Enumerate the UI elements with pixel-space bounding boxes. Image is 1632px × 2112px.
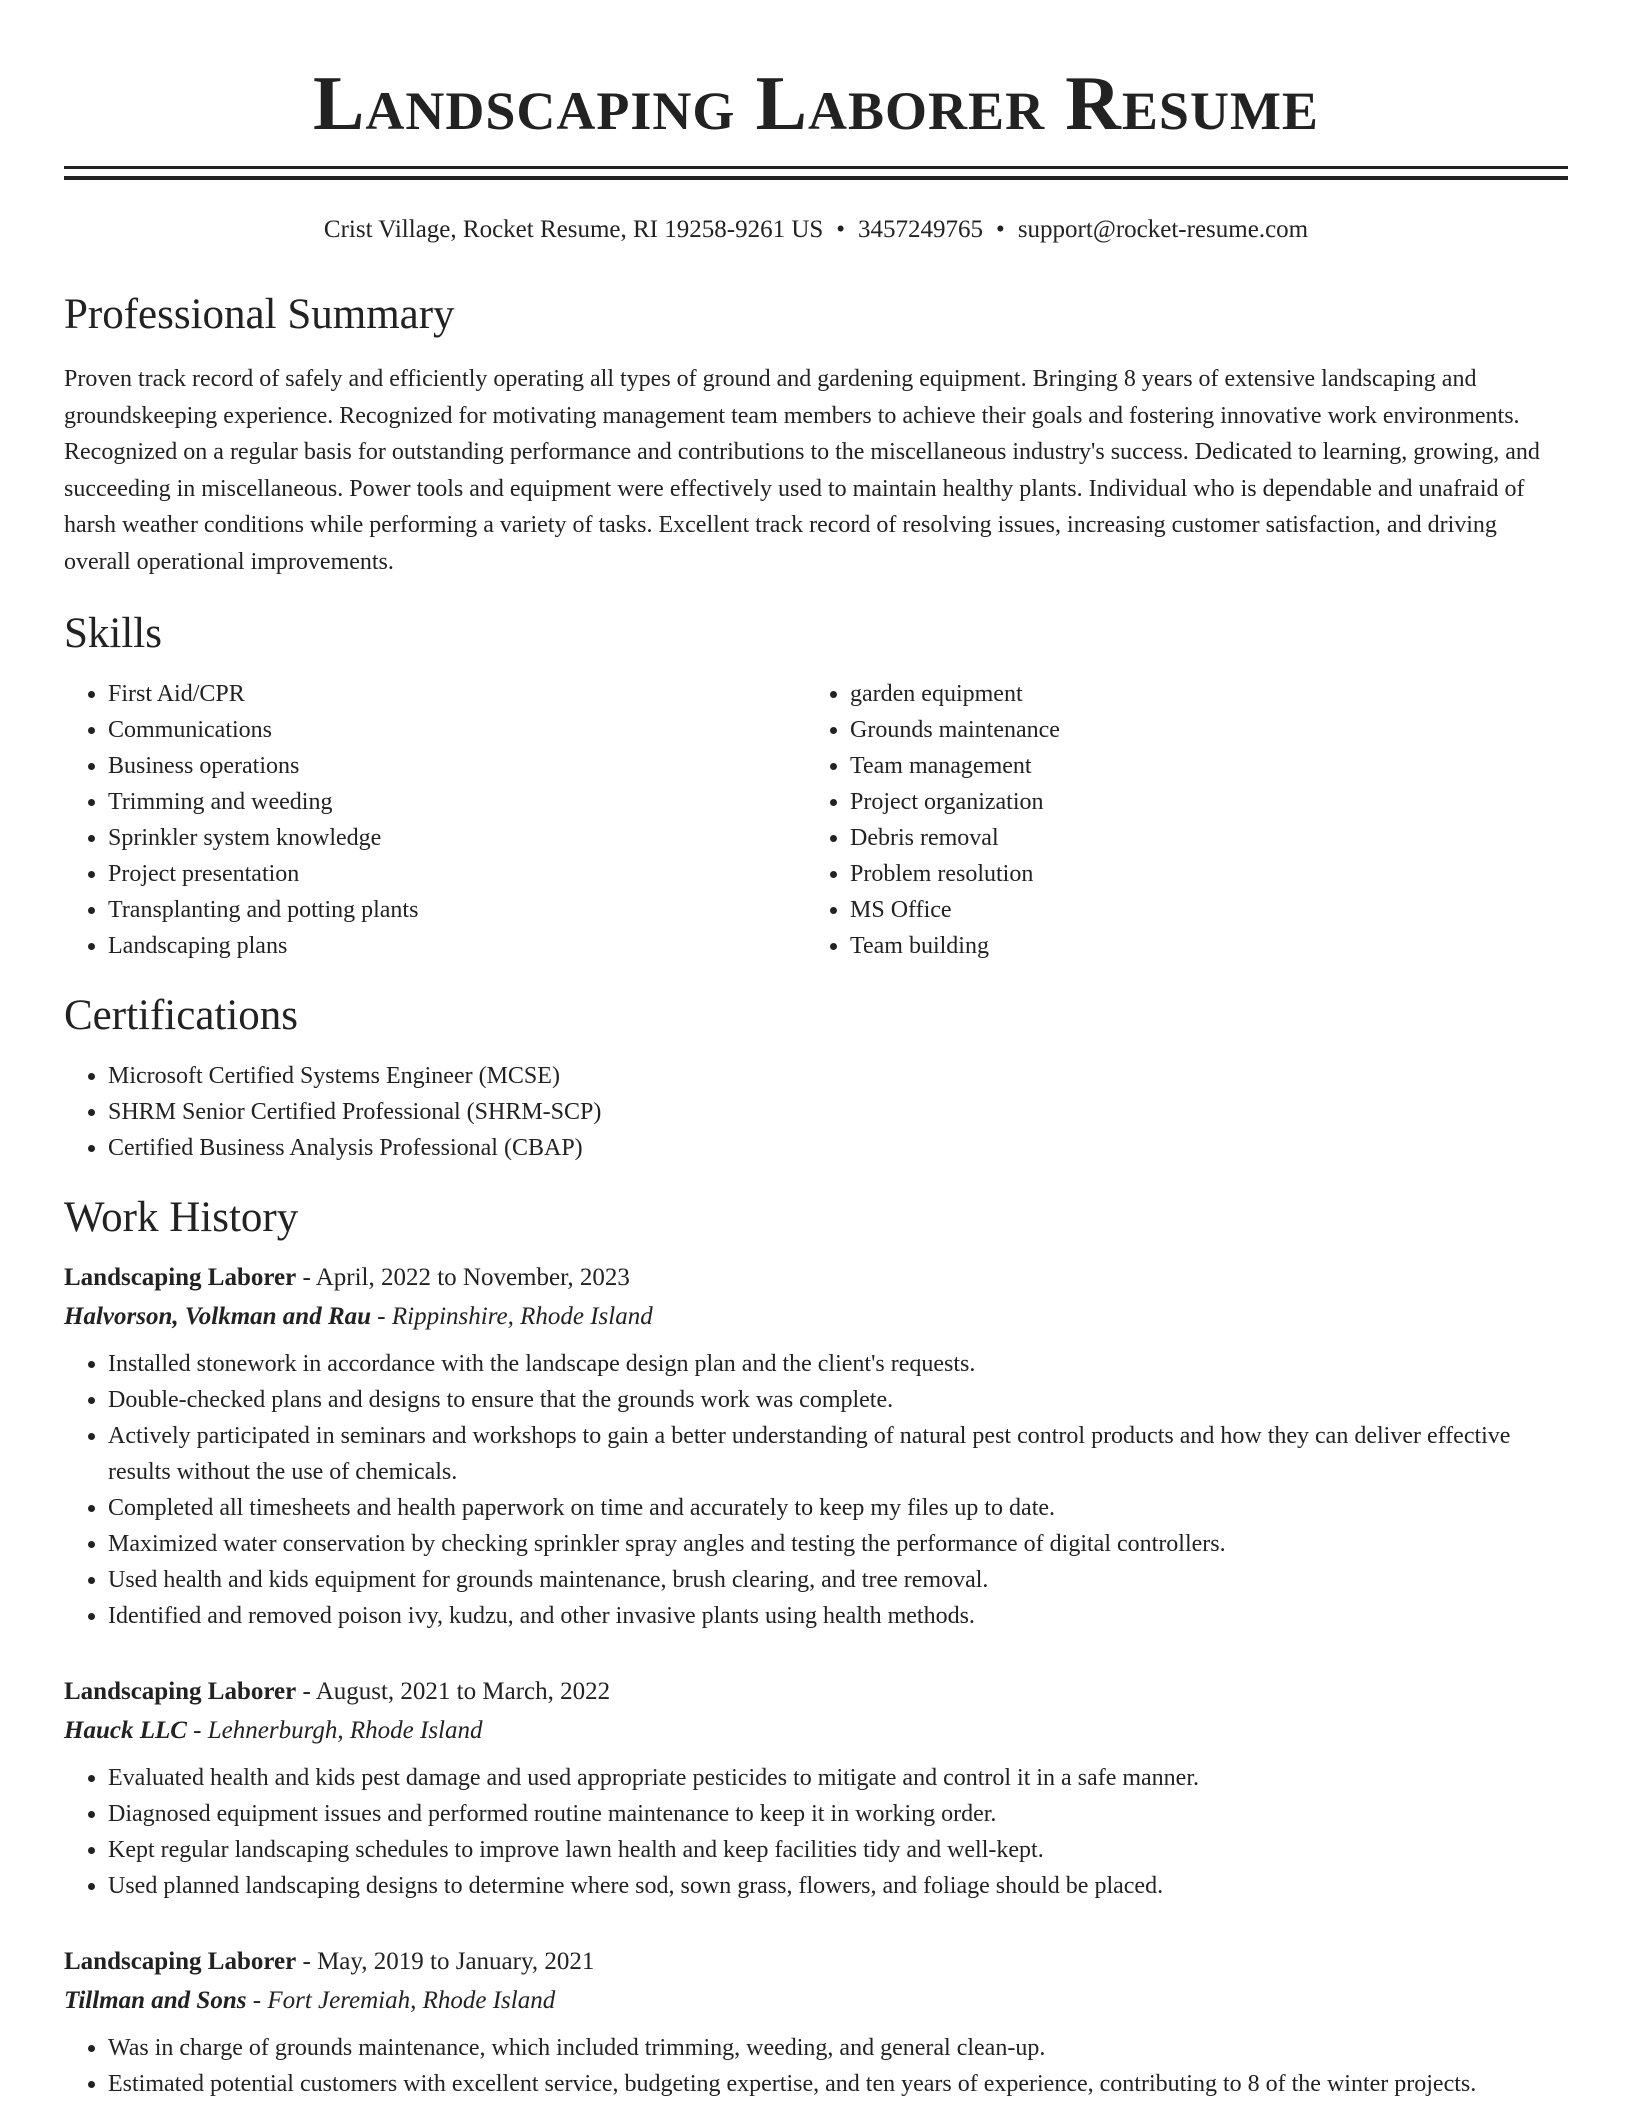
job-duty: • Actively participated in seminars and workshops to gain a better understanding of natural pest control products and how they can deliver effective results without the use of chemicals. (108, 1418, 1568, 1490)
skill-item: • Project presentation (108, 856, 806, 892)
skill-item: • garden equipment (850, 676, 1548, 712)
job-company: Tillman and Sons (64, 1987, 247, 2014)
skills-grid (64, 676, 1568, 964)
job-dash: - (302, 1264, 311, 1291)
job-company-line (64, 1712, 1568, 1750)
job-location: Fort Jeremiah, Rhode Island (267, 1987, 556, 2014)
job-duties-list (64, 1760, 1568, 1904)
contact-separator: • (996, 216, 1005, 243)
job-entry (64, 1258, 1568, 1634)
job-dash: - (193, 1717, 202, 1744)
skills-list-left (64, 676, 806, 964)
job-title-line (64, 1258, 1568, 1298)
job-duty: • Maximized water conservation by checking sprinkler spray angles and testing the performance of digital controllers. (108, 1526, 1568, 1562)
certification-item: • Certified Business Analysis Professional (CBAP) (108, 1130, 1568, 1166)
title-rule-thick (64, 176, 1568, 180)
skill-item: • Debris removal (850, 820, 1548, 856)
job-duty: • Used planned landscaping designs to determine where sod, sown grass, flowers, and foliage should be placed. (108, 1868, 1568, 1904)
job-duty: • Evaluated health and kids pest damage and used appropriate pesticides to mitigate and control it in a safe manner. (108, 1760, 1568, 1796)
skill-item: • Team management (850, 748, 1548, 784)
job-company-line (64, 1982, 1568, 2020)
job-location: Lehnerburgh, Rhode Island (207, 1717, 483, 1744)
job-role: Landscaping Laborer (64, 1678, 297, 1705)
job-duties-list (64, 1346, 1568, 1634)
skill-item: • Communications (108, 712, 806, 748)
contact-line (64, 213, 1568, 247)
job-duty: • Kept regular landscaping schedules to improve lawn health and keep facilities tidy and well-kept. (108, 1832, 1568, 1868)
job-company: Hauck LLC (64, 1717, 187, 1744)
job-duty: • Estimated potential customers with excellent service, budgeting expertise, and ten years of experience, contributing to 8 of the winter projects. (108, 2066, 1568, 2102)
summary-text: Proven track record of safely and efficiently operating all types of ground and gardening equipment. Bringing 8 years of extensive landscaping and groundskeeping experience. Recognized for motivating management team members to achieve their goals and fostering innovative work environments. Recognized on a regular basis for outstanding performance and contributions to the miscellaneous industry's success. Dedicated to learning, growing, and succeeding in miscellaneous. Power tools and equipment were effectively used to maintain healthy plants. Individual who is dependable and unafraid of harsh weather conditions while performing a variety of tasks. Excellent track record of resolving issues, increasing customer satisfaction, and driving overall operational improvements. (64, 366, 1540, 575)
skill-item: • Trimming and weeding (108, 784, 806, 820)
job-duty: • Completed all timesheets and health paperwork on time and accurately to keep my files up to date. (108, 1490, 1568, 1526)
job-dash: - (302, 1948, 311, 1975)
work-history-heading: Work History (64, 1194, 299, 1241)
skill-item: • First Aid/CPR (108, 676, 806, 712)
skill-item: • Problem resolution (850, 856, 1548, 892)
summary-heading: Professional Summary (64, 291, 455, 338)
resume-title: Landscaping Laborer Resume (313, 60, 1319, 146)
certifications-heading: Certifications (64, 992, 299, 1039)
job-duty: • Used health and kids equipment for grounds maintenance, brush clearing, and tree removal. (108, 1562, 1568, 1598)
job-duty: • Identified and removed poison ivy, kudzu, and other invasive plants using health methods. (108, 1598, 1568, 1634)
job-dates: August, 2021 to March, 2022 (315, 1678, 611, 1705)
contact-separator: • (836, 216, 846, 243)
skill-item: • Sprinkler system knowledge (108, 820, 806, 856)
job-dash: - (302, 1678, 311, 1705)
job-entry (64, 1672, 1568, 1904)
contact-address: Crist Village, Rocket Resume, RI 19258-9261 US (323, 216, 824, 243)
skills-heading: Skills (64, 610, 162, 657)
skill-item: • Transplanting and potting plants (108, 892, 806, 928)
skill-item: • Team building (850, 928, 1548, 964)
job-company-line (64, 1298, 1568, 1336)
job-role: Landscaping Laborer (64, 1948, 297, 1975)
certifications-list (64, 1058, 1568, 1166)
job-dash: - (252, 1987, 262, 2014)
job-duties-list (64, 2030, 1568, 2102)
job-title-line (64, 1942, 1568, 1982)
skill-item: • MS Office (850, 892, 1548, 928)
job-entry (64, 1942, 1568, 2102)
skills-list-right (806, 676, 1548, 964)
title-rule-thin (64, 166, 1568, 169)
certification-item: • SHRM Senior Certified Professional (SHRM-SCP) (108, 1094, 1568, 1130)
job-dates: May, 2019 to January, 2021 (317, 1948, 595, 1975)
job-title-line (64, 1672, 1568, 1712)
certification-item: • Microsoft Certified Systems Engineer (MCSE) (108, 1058, 1568, 1094)
contact-phone: 3457249765 (858, 216, 984, 243)
contact-email: support@rocket-resume.com (1017, 216, 1309, 243)
skill-item: • Business operations (108, 748, 806, 784)
job-role: Landscaping Laborer (64, 1264, 297, 1291)
skill-item: • Landscaping plans (108, 928, 806, 964)
job-duty: • Diagnosed equipment issues and performed routine maintenance to keep it in working order. (108, 1796, 1568, 1832)
skill-item: • Project organization (850, 784, 1548, 820)
job-duty: • Installed stonework in accordance with the landscape design plan and the client's requests. (108, 1346, 1568, 1382)
job-dash: - (377, 1303, 386, 1330)
skill-item: • Grounds maintenance (850, 712, 1548, 748)
job-company: Halvorson, Volkman and Rau (64, 1303, 372, 1330)
job-location: Rippinshire, Rhode Island (391, 1303, 653, 1330)
job-duty: • Double-checked plans and designs to ensure that the grounds work was complete. (108, 1382, 1568, 1418)
job-duty: • Was in charge of grounds maintenance, which included trimming, weeding, and general clean-up. (108, 2030, 1568, 2066)
job-dates: April, 2022 to November, 2023 (315, 1264, 630, 1291)
